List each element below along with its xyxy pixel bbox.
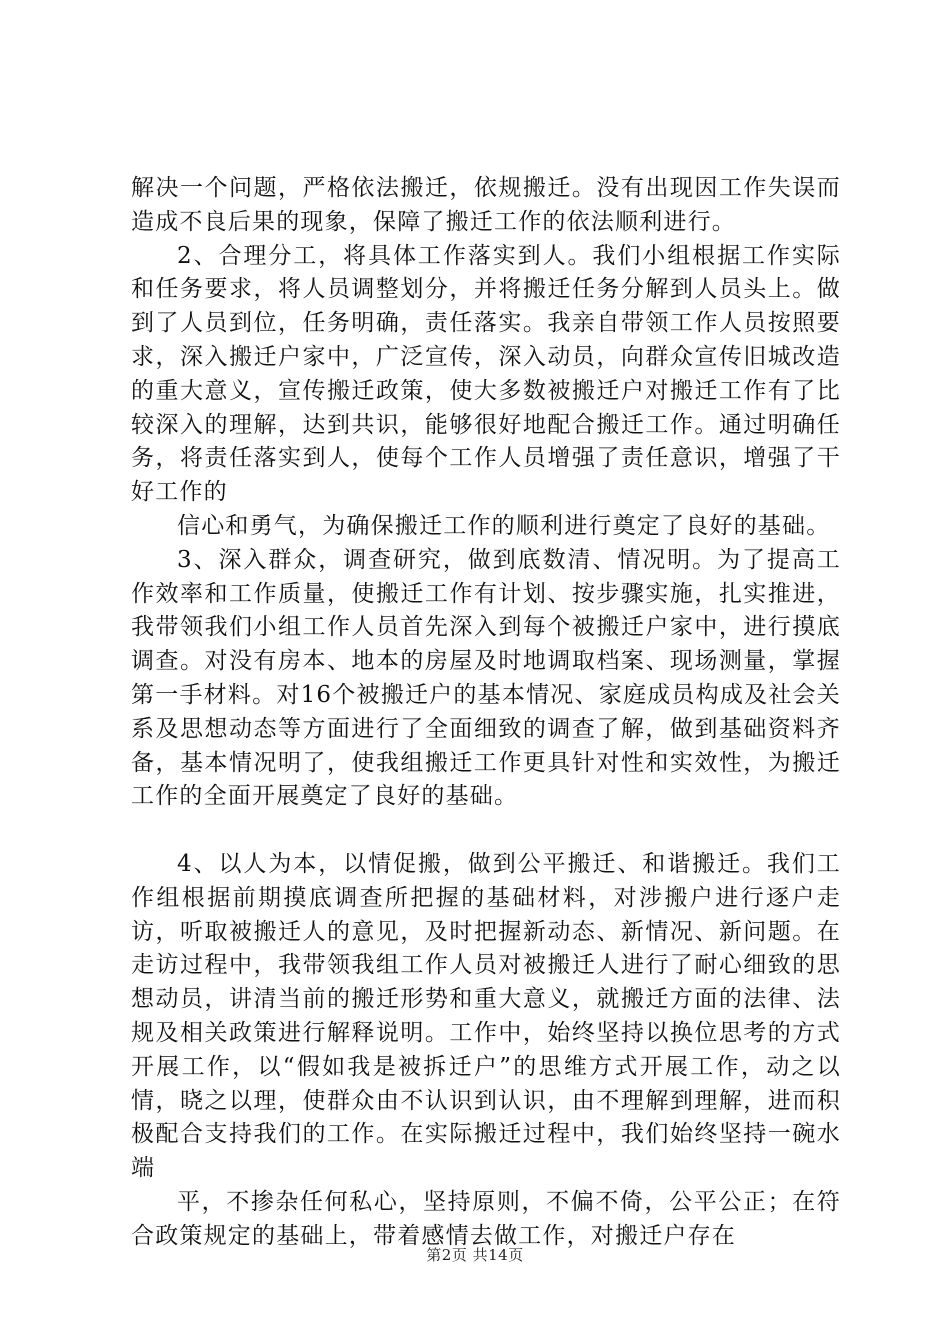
page-number-footer: 第2页 共14页 (426, 1246, 524, 1264)
paragraph-continuation: 解决一个问题，严格依法搬迁，依规搬迁。没有出现因工作失误而造成不良后果的现象，保障了搬迁工作的依法顺利进行。 (131, 175, 841, 235)
paragraph-item-4-continued: 平，不掺杂任何私心，坚持原则，不偏不倚，公平公正；在符合政策规定的基础上，带着感情去做工作，对搬迁户存在 (131, 1188, 841, 1249)
paragraph-item-2-continued: 信心和勇气，为确保搬迁工作的顺利进行奠定了良好的基础。 (177, 512, 831, 539)
paragraph-item-2: 2、合理分工，将具体工作落实到人。我们小组根据工作实际和任务要求，将人员调整划分，并将搬迁任务分解到人员头上。做到了人员到位，任务明确，责任落实。我亲自带领工作人员按照要求，深入搬迁户家中，广泛宣传，深入动员，向群众宣传旧城改造的重大意义，宣传搬迁政策，使大多数被搬迁户对搬迁工作有了比较深入的理解，达到共识，能够很好地配合搬迁工作。通过明确任务，将责任落实到人，使每个工作人员增强了责任意识，增强了干好工作的 (131, 242, 841, 506)
paragraph-item-4: 4、以人为本，以情促搬，做到公平搬迁、和谐搬迁。我们工作组根据前期摸底调查所把握的基础材料，对涉搬户进行逐户走访，听取被搬迁人的意见，及时把握新动态、新情况、新问题。在走访过程中，我带领我组工作人员对被搬迁人进行了耐心细致的思想动员，讲清当前的搬迁形势和重大意义，就搬迁方面的法律、法规及相关政策进行解释说明。工作中，始终坚持以换位思考的方式开展工作，以“假如我是被拆迁户”的思维方式开展工作，动之以情，晓之以理，使群众由不认识到认识，由不理解到理解，进而积极配合支持我们的工作。在实际搬迁过程中，我们始终坚持一碗水端 (131, 850, 841, 1182)
document-body (131, 172, 841, 1254)
paragraph-spacer (131, 814, 841, 848)
paragraph-item-3: 3、深入群众，调查研究，做到底数清、情况明。为了提高工作效率和工作质量，使搬迁工作有计划、按步骤实施，扎实推进，我带领我们小组工作人员首先深入到每个被搬迁户家中，进行摸底调查。对没有房本、地本的房屋及时地调取档案、现场测量，掌握第一手材料。对16个被搬迁户的基本情况、家庭成员构成及社会关系及思想动态等方面进行了全面细致的调查了解，做到基础资料齐备，基本情况明了，使我组搬迁工作更具针对性和实效性，为搬迁工作的全面开展奠定了良好的基础。 (131, 546, 841, 810)
